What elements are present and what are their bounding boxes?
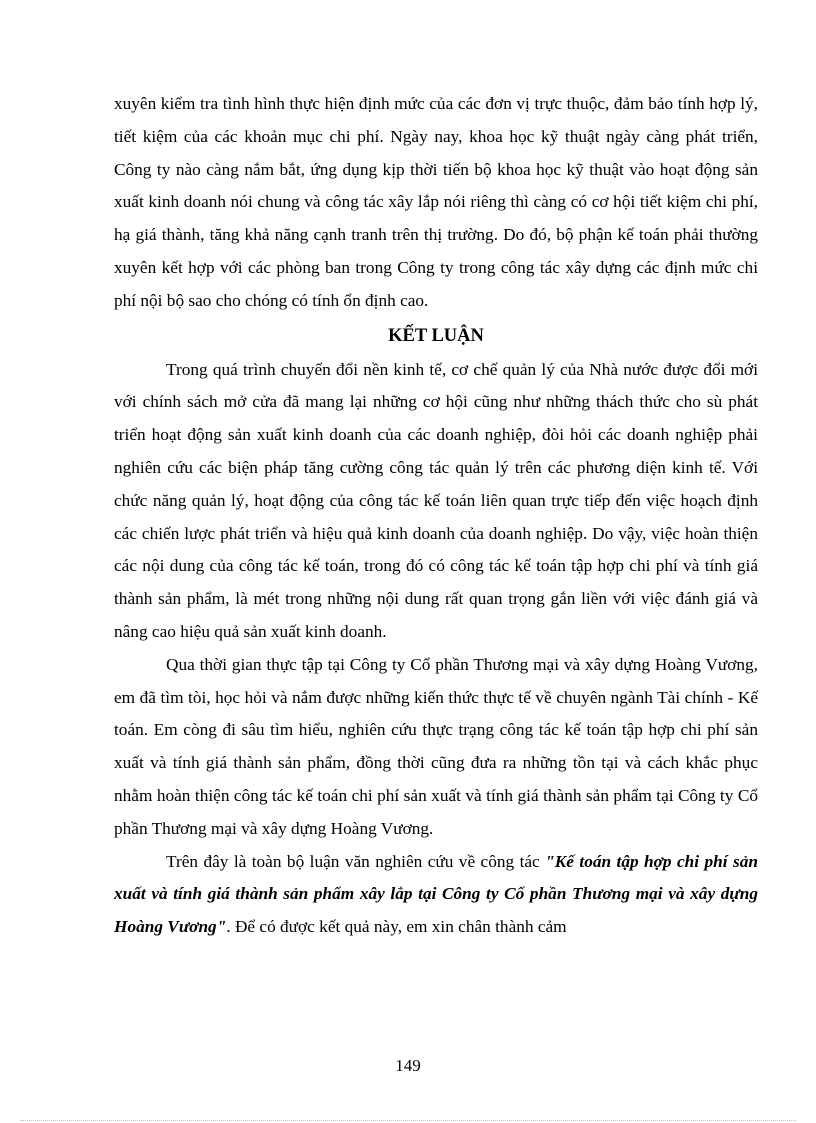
page-number: 149 [395,1056,421,1075]
conclusion-paragraph-1: Trong quá trình chuyển đổi nền kinh tế, cơ chế quản lý của Nhà nước được đổi mới với chính sách mở cửa đã mang lại những cơ hội cũng như những thách thức cho sù phát triển hoạt động sản xuất kinh doanh của các doanh nghiệp, đòi hỏi các doanh nghiệp phải nghiên cứu các biện pháp tăng cường công tác quản lý trên các phương diện kinh tế. Với chức năng quản lý, hoạt động của công tác kế toán liên quan trực tiếp đến việc hoạch định các chiến lược phát triển và hiệu quả kinh doanh của doanh nghiệp. Do vậy, việc hoàn thiện các nội dung của công tác kế toán, trong đó có công tác kế toán tập hợp chi phí và tính giá thành sản phẩm, là mét trong những nội dung rất quan trọng gắn liền với việc đánh giá và nâng cao hiệu quả sản xuất kinh doanh. [114,359,758,641]
conclusion-paragraph-2: Qua thời gian thực tập tại Công ty Cổ phần Thương mại và xây dựng Hoàng Vương, em đã tìm tòi, học hỏi và nắm được những kiến thức thực tế về chuyên ngành Tài chính - Kế toán. Em còng đi sâu tìm hiểu, nghiên cứu thực trạng công tác kế toán tập hợp chi phí sản xuất và tính giá thành sản phẩm, đồng thời cũng đưa ra những tồn tại và cách khắc phục nhằm hoàn thiện công tác kế toán chi phí sản xuất và tính giá thành sản phẩm tại Công ty Cổ phần Thương mại và xây dựng Hoàng Vương. [114,654,758,838]
conclusion-paragraph-3 [114,846,758,944]
continuation-paragraph: xuyên kiểm tra tình hình thực hiện định mức của các đơn vị trực thuộc, đảm bảo tính hợp lý, tiết kiệm của các khoản mục chi phí. Ngày nay, khoa học kỹ thuật ngày càng phát triển, Công ty nào càng nắm bắt, ứng dụng kịp thời tiến bộ khoa học kỹ thuật vào hoạt động sản xuất kinh doanh nói chung và công tác xây lắp nói riêng thì càng có cơ hội tiết kiệm chi phí, hạ giá thành, tăng khả năng cạnh tranh trên thị trường. Do đó, bộ phận kế toán phải thường xuyên kết hợp với các phòng ban trong Công ty trong công tác xây dựng các định mức chi phí nội bộ sao cho chóng có tính ổn định cao. [114,94,758,310]
section-heading: KẾT LUẬN [388,325,484,346]
page-body [114,88,758,944]
thesis-title: "Kế toán tập hợp chi phí sản xuất và tính giá thành sản phẩm xây lắp tại Công ty Cổ phần Thương mại và xây dựng Hoàng Vương" [114,851,758,937]
page-footer-divider [20,1120,796,1121]
paragraph-3-tail: . Để có được kết quả này, em xin chân thành cảm [226,917,567,937]
paragraph-3-lead: Trên đây là toàn bộ luận văn nghiên cứu về công tác [166,851,546,871]
